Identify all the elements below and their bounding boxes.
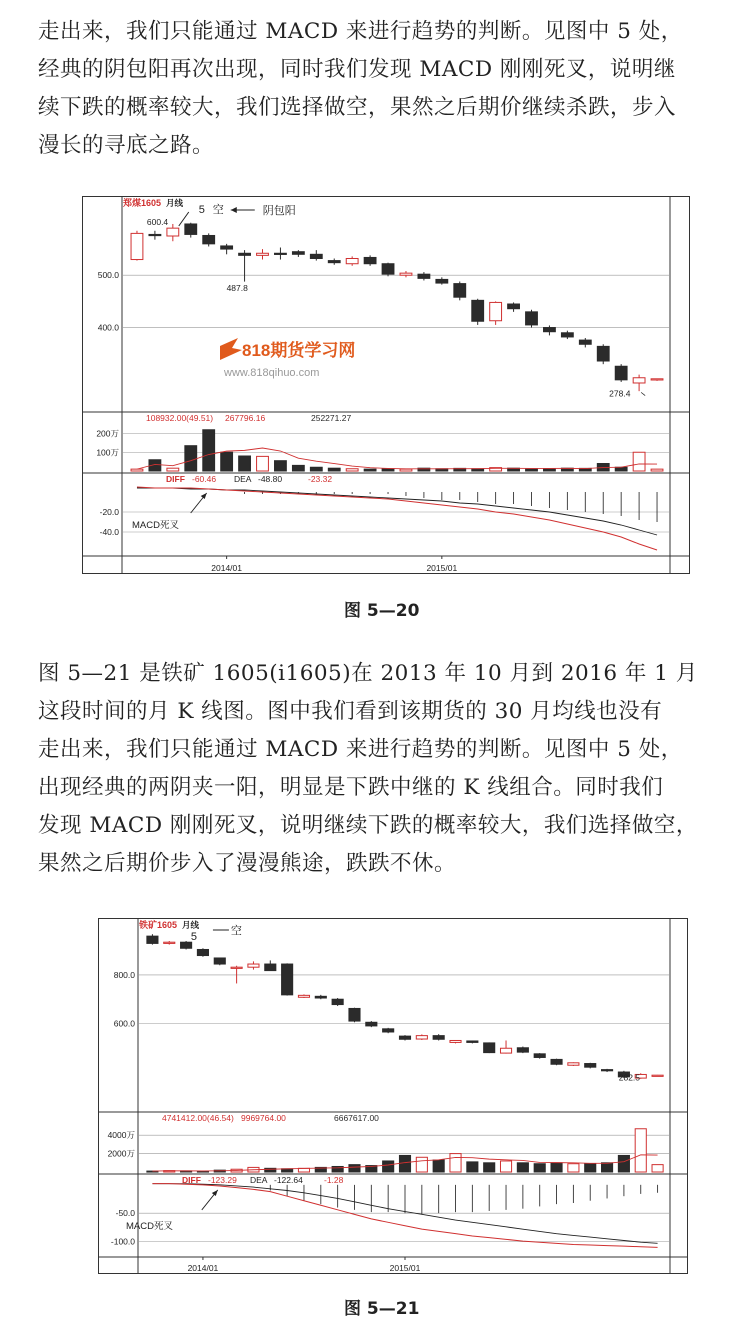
candle-body — [418, 274, 430, 278]
candle-body — [239, 253, 251, 255]
action-label: 空 — [230, 925, 242, 937]
macd-tick-label: -20.0 — [99, 507, 119, 517]
volume-bar — [585, 1164, 596, 1172]
price-label-low: 282.5 — [618, 1072, 641, 1083]
candle-body — [490, 302, 502, 320]
price-label-low: 487.8 — [226, 282, 248, 293]
volume-bar — [635, 1129, 646, 1172]
volume-bar — [651, 469, 663, 471]
volume-bar — [221, 452, 233, 471]
candle-body — [585, 1064, 596, 1068]
candle-body — [436, 279, 448, 283]
candle-body — [292, 252, 304, 255]
candle-body — [282, 964, 293, 995]
macd-value: -23.32 — [308, 474, 333, 484]
volume-bar — [346, 469, 358, 471]
volume-bar — [382, 469, 394, 471]
candle-body — [517, 1048, 528, 1052]
candle-body — [633, 378, 645, 383]
volume-tick-label: 100万 — [96, 447, 119, 458]
candle-body — [500, 1048, 511, 1053]
text-line: 果然之后期价步入了漫漫熊途，跌跌不休。 — [38, 851, 457, 876]
volume-tick-label: 4000万 — [107, 1130, 135, 1141]
volume-header-value: 4741412.00(46.54) — [162, 1113, 234, 1123]
candle-body — [231, 967, 242, 968]
candle-body — [197, 949, 208, 955]
candle-body — [257, 253, 269, 255]
candle-body — [315, 996, 326, 998]
dea-value: -122.64 — [274, 1175, 303, 1185]
volume-bar — [275, 461, 287, 471]
marker-label: 5 — [190, 931, 198, 943]
candle-body — [433, 1036, 444, 1040]
volume-bar — [399, 1155, 410, 1172]
candle-body — [508, 304, 520, 309]
candle-body — [579, 340, 591, 344]
watermark-url: www.818qihuo.com — [224, 367, 320, 379]
candle-body — [484, 1043, 495, 1053]
candle-body — [364, 257, 376, 263]
candle-body — [221, 246, 233, 249]
candle-body — [534, 1054, 545, 1058]
y-tick-label: 400.0 — [97, 322, 119, 333]
figure-caption: 图 5—21 — [344, 1299, 420, 1319]
chart-frame — [83, 197, 690, 574]
volume-bar — [551, 1163, 562, 1172]
candle-body — [147, 936, 158, 943]
text-line: 出现经典的两阴夹一阳，明显是下跌中继的 K 线组合。同时我们 — [38, 775, 664, 800]
macd-cross-label: MACD死叉 — [132, 520, 179, 531]
date-label: 2015/01 — [389, 1263, 421, 1273]
candle-body — [467, 1041, 478, 1042]
text-line: 经典的阴包阳再次出现，同时我们发现 MACD 刚刚死叉，说明继 — [38, 57, 676, 82]
macd-tick-label: -40.0 — [99, 527, 119, 537]
candle-body — [167, 228, 179, 236]
candle-body — [416, 1036, 427, 1039]
volume-bar — [450, 1154, 461, 1172]
candle-body — [346, 258, 358, 263]
figure-5-20-chart — [82, 196, 690, 574]
marker-label: 5 — [198, 204, 205, 216]
candle-body — [298, 995, 309, 997]
candle-body — [328, 261, 340, 263]
candle-body — [383, 1029, 394, 1032]
candle-body — [131, 233, 143, 259]
candle-body — [551, 1059, 562, 1064]
chart-frame — [99, 919, 688, 1274]
instrument-label: 郑煤1605 — [123, 198, 162, 208]
volume-bar — [500, 1161, 511, 1172]
candle-body — [349, 1008, 360, 1021]
candle-body — [265, 964, 276, 971]
price-label-low: 278.4 — [609, 388, 631, 399]
paragraph-2 — [38, 655, 723, 883]
candle-body — [310, 254, 322, 258]
volume-tick-label: 2000万 — [107, 1148, 135, 1159]
text-line: 这段时间的月 K 线图。图中我们看到该期货的 30 月均线也没有 — [38, 699, 663, 724]
figure-caption: 图 5—20 — [344, 601, 420, 621]
volume-header-value: 267796.16 — [225, 413, 266, 423]
candle-body — [366, 1022, 377, 1026]
text-line: 漫长的寻底之路。 — [38, 133, 215, 158]
volume-bar — [534, 1164, 545, 1172]
volume-bar — [544, 469, 556, 471]
candle-body — [568, 1063, 579, 1065]
y-tick-label: 500.0 — [97, 270, 119, 281]
volume-bar — [383, 1161, 394, 1172]
volume-header-value: 6667617.00 — [334, 1113, 379, 1123]
volume-bar — [618, 1155, 629, 1172]
volume-bar — [517, 1163, 528, 1172]
volume-bar — [310, 467, 322, 471]
candle-body — [472, 300, 484, 321]
macd-value: -1.28 — [324, 1175, 344, 1185]
candle-body — [185, 224, 197, 234]
text-line: 走出来，我们只能通过 MACD 来进行趋势的判断。见图中 5 处， — [38, 19, 683, 44]
volume-header-value: 9969764.00 — [241, 1113, 286, 1123]
candle-body — [597, 346, 609, 361]
candle-body — [399, 1036, 410, 1039]
volume-bar — [167, 468, 179, 471]
volume-bar — [400, 469, 412, 471]
candle-body — [450, 1040, 461, 1042]
action-label: 空 — [212, 204, 224, 216]
candle-body — [400, 273, 412, 275]
candle-body — [181, 942, 192, 948]
figure-5-21-chart — [98, 918, 688, 1274]
volume-bar — [467, 1162, 478, 1172]
candle-body — [454, 284, 466, 298]
candle-body — [214, 958, 225, 964]
candle-body — [602, 1070, 613, 1071]
price-label-high: 600.4 — [146, 217, 169, 228]
candle-body — [275, 253, 287, 254]
volume-bar — [239, 456, 251, 471]
text-line: 续下跌的概率较大，我们选择做空，果然之后期价继续杀跌，步入 — [38, 95, 677, 120]
volume-bar — [257, 456, 269, 471]
candle-body — [652, 1075, 663, 1076]
candle-body — [561, 333, 573, 337]
volume-header-value: 252271.27 — [311, 413, 352, 423]
volume-bar — [349, 1165, 360, 1172]
candle-body — [203, 235, 215, 243]
macd-cross-label: MACD死叉 — [126, 1221, 173, 1232]
candle-body — [149, 234, 161, 235]
volume-bar — [615, 467, 627, 471]
volume-bar — [292, 465, 304, 471]
volume-bar — [602, 1163, 613, 1172]
date-label: 2015/01 — [426, 563, 458, 573]
volume-header-value: 108932.00(49.51) — [146, 413, 214, 423]
volume-bar — [328, 468, 340, 471]
text-line: 发现 MACD 刚刚死叉，说明继续下跌的概率较大，我们选择做空， — [38, 813, 698, 838]
dea-label: DEA — [250, 1175, 268, 1185]
volume-bar — [203, 430, 215, 471]
chart-svg — [82, 196, 690, 574]
volume-bar — [364, 469, 376, 471]
diff-value: -123.29 — [208, 1175, 237, 1185]
volume-tick-label: 200万 — [96, 428, 119, 439]
date-label: 2014/01 — [187, 1263, 219, 1273]
volume-bar — [185, 446, 197, 471]
volume-bar — [526, 469, 538, 471]
pattern-label: 阴包阳 — [262, 205, 296, 217]
paragraph-1 — [38, 13, 723, 165]
candle-body — [526, 312, 538, 325]
candle-body — [615, 366, 627, 380]
candle-body — [651, 379, 663, 380]
volume-bar — [433, 1160, 444, 1172]
watermark-brand: 818期货学习网 — [242, 341, 356, 360]
diff-label: DIFF — [182, 1175, 201, 1185]
y-tick-label: 800.0 — [113, 969, 135, 980]
macd-tick-label: -100.0 — [110, 1236, 135, 1247]
candle-body — [164, 942, 175, 943]
period-label: 月线 — [166, 198, 184, 208]
volume-bar — [131, 469, 143, 471]
volume-bar — [652, 1165, 663, 1172]
diff-value: -60.46 — [192, 474, 217, 484]
chart-svg — [98, 918, 688, 1274]
macd-tick-label: -50.0 — [115, 1208, 135, 1219]
y-tick-label: 600.0 — [113, 1018, 135, 1029]
dea-label: DEA — [234, 474, 252, 484]
diff-label: DIFF — [166, 474, 185, 484]
dea-value: -48.80 — [258, 474, 283, 484]
text-line: 图 5—21 是铁矿 1605(i1605)在 2013 年 10 月到 2016 年 1 月 — [38, 661, 698, 686]
candle-body — [544, 328, 556, 332]
period-label: 月线 — [182, 920, 200, 930]
volume-bar — [416, 1157, 427, 1172]
candle-body — [248, 964, 259, 967]
volume-bar — [633, 452, 645, 471]
candle-body — [382, 264, 394, 274]
candle-body — [332, 999, 343, 1004]
volume-bar — [568, 1164, 579, 1172]
date-label: 2014/01 — [211, 563, 243, 573]
instrument-label: 铁矿1605 — [139, 920, 178, 930]
volume-bar — [484, 1163, 495, 1172]
text-line: 走出来，我们只能通过 MACD 来进行趋势的判断。见图中 5 处， — [38, 737, 683, 762]
